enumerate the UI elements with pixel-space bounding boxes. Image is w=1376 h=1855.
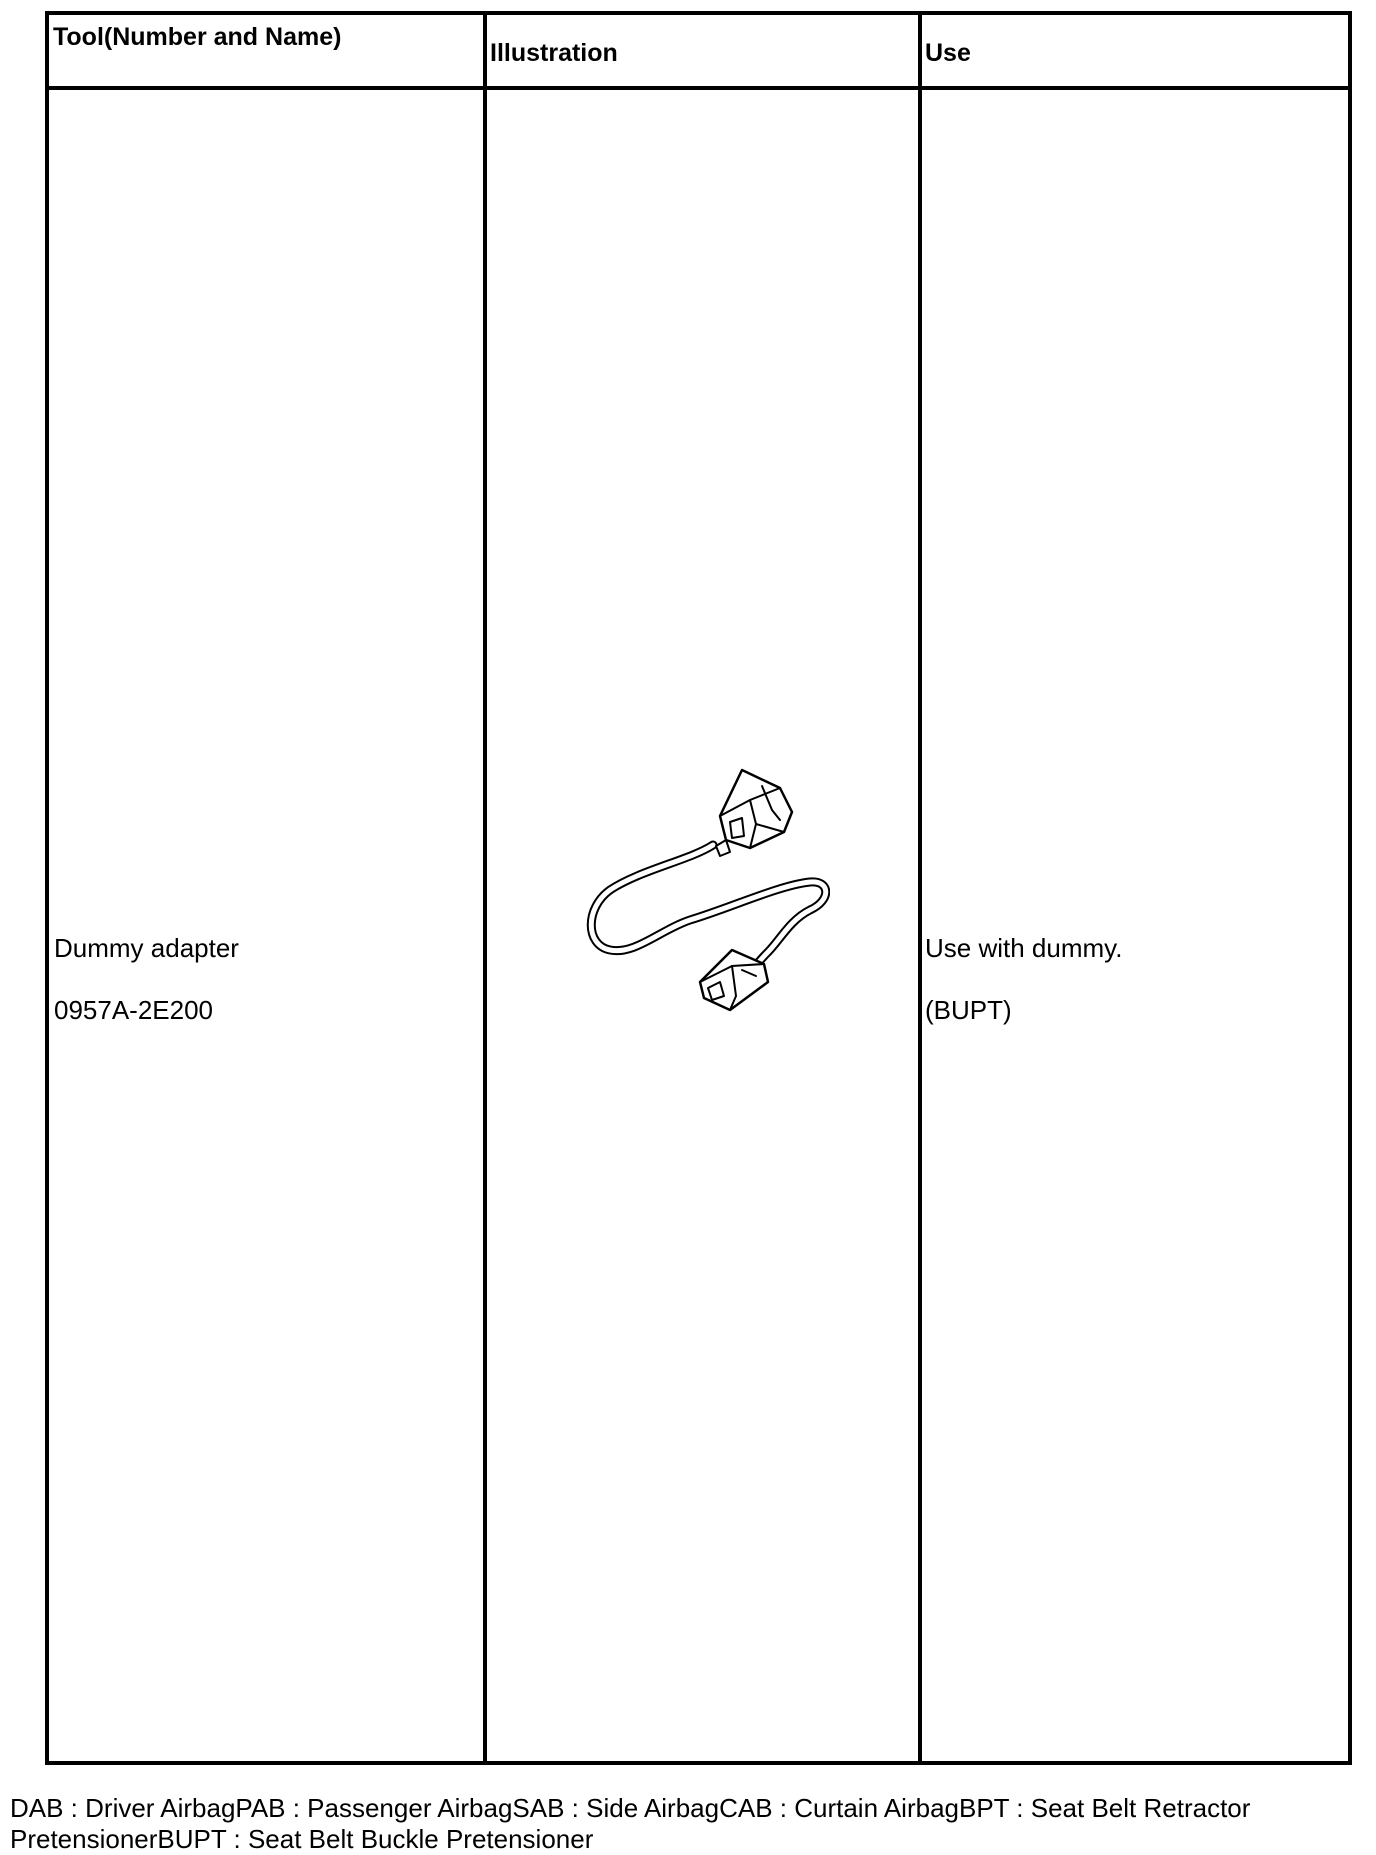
tool-name: Dummy adapter bbox=[54, 933, 239, 963]
header-illustration: Illustration bbox=[490, 39, 618, 67]
header-divider bbox=[49, 86, 1348, 90]
header-use: Use bbox=[925, 39, 971, 67]
use-abbreviation: (BUPT) bbox=[925, 995, 1012, 1025]
connector-cable-icon bbox=[580, 760, 830, 1020]
tool-number: 0957A-2E200 bbox=[54, 995, 214, 1025]
use-cell bbox=[925, 902, 1122, 1057]
tool-cell bbox=[54, 902, 239, 1057]
column-divider bbox=[483, 15, 487, 1761]
legend-line-1: DAB : Driver AirbagPAB : Passenger AirbagSAB : Side AirbagCAB : Curtain AirbagBPT : Seat Belt Retractor bbox=[10, 1793, 1251, 1823]
column-divider bbox=[918, 15, 922, 1761]
use-description: Use with dummy. bbox=[925, 933, 1123, 963]
abbreviation-legend bbox=[10, 1793, 1370, 1855]
header-tool: Tool(Number and Name) bbox=[53, 23, 342, 51]
legend-line-2: PretensionerBUPT : Seat Belt Buckle Pretensioner bbox=[10, 1824, 594, 1854]
